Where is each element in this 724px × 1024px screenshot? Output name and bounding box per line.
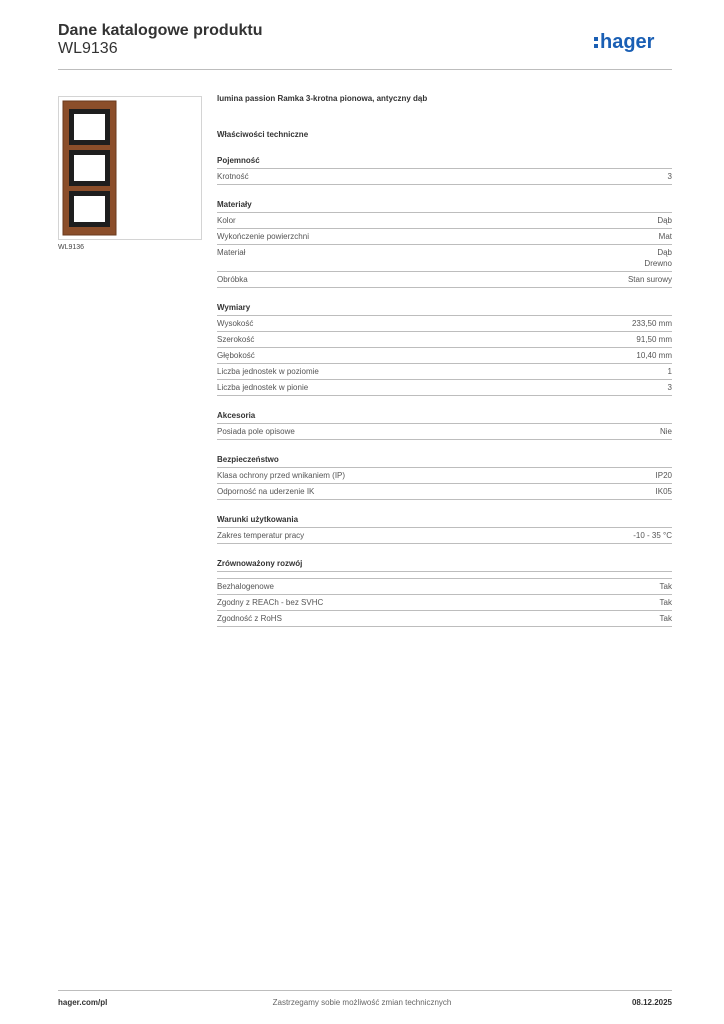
spec-value-line: Tak bbox=[659, 614, 672, 623]
hager-logo bbox=[594, 30, 674, 54]
spec-value bbox=[660, 613, 672, 624]
spec-label: Wysokość bbox=[217, 319, 254, 328]
spec-row bbox=[217, 332, 672, 348]
spec-value-line: Dąb bbox=[657, 248, 672, 257]
spec-value bbox=[660, 597, 672, 608]
logo-dot-bottom bbox=[594, 44, 598, 48]
spec-value bbox=[632, 318, 672, 329]
spec-value bbox=[633, 530, 672, 541]
spec-row bbox=[217, 348, 672, 364]
spec-value-line: Tak bbox=[659, 598, 672, 607]
spec-label: Zgodny z REACh - bez SVHC bbox=[217, 598, 324, 607]
section-title: Bezpieczeństwo bbox=[217, 454, 672, 468]
spec-value-line: -10 - 35 °C bbox=[633, 531, 672, 540]
spec-label: Materiał bbox=[217, 248, 246, 257]
spec-value-line: Stan surowy bbox=[627, 275, 672, 284]
spec-value bbox=[636, 350, 672, 361]
frame-module-2 bbox=[69, 150, 110, 186]
spec-row bbox=[217, 484, 672, 500]
spec-row bbox=[217, 169, 672, 185]
spec-label: Bezhalogenowe bbox=[217, 582, 274, 591]
spec-content bbox=[217, 93, 672, 627]
spec-value-line: Mat bbox=[658, 232, 672, 241]
spec-row bbox=[217, 272, 672, 288]
spec-value-line: 91,50 mm bbox=[636, 335, 672, 344]
spec-label: Zgodność z RoHS bbox=[217, 614, 282, 623]
spec-row bbox=[217, 424, 672, 440]
spec-value-line: 233,50 mm bbox=[631, 319, 672, 328]
header-divider bbox=[58, 69, 672, 70]
spec-row bbox=[217, 229, 672, 245]
spec-label: Klasa ochrony przed wnikaniem (IP) bbox=[217, 471, 346, 480]
spec-label: Odporność na uderzenie IK bbox=[217, 487, 315, 496]
spec-value-line: IK05 bbox=[655, 487, 672, 496]
spec-row bbox=[217, 316, 672, 332]
spec-value bbox=[657, 215, 672, 226]
spec-value bbox=[660, 426, 672, 437]
spec-value bbox=[668, 366, 672, 377]
spec-value bbox=[644, 247, 672, 269]
footer-disclaimer: Zastrzegamy sobie możliwość zmian technicznych bbox=[272, 998, 452, 1007]
spec-row bbox=[217, 579, 672, 595]
spec-label: Liczba jednostek w poziomie bbox=[217, 367, 319, 376]
spec-section bbox=[217, 155, 672, 185]
footer-date: 08.12.2025 bbox=[631, 998, 672, 1007]
spec-value-line: Tak bbox=[659, 582, 672, 591]
spec-value bbox=[660, 581, 672, 592]
spec-sections bbox=[217, 155, 672, 627]
spec-value bbox=[656, 470, 672, 481]
section-title: Materiały bbox=[217, 199, 672, 213]
section-title: Akcesoria bbox=[217, 410, 672, 424]
footer-website: hager.com/pl bbox=[58, 998, 108, 1007]
spec-value-line: Nie bbox=[659, 427, 672, 436]
image-caption: WL9136 bbox=[58, 244, 85, 251]
product-image bbox=[58, 96, 202, 240]
section-title: Pojemność bbox=[217, 155, 672, 169]
footer-divider bbox=[58, 990, 672, 991]
spec-value-line: IP20 bbox=[655, 471, 672, 480]
spec-row bbox=[217, 245, 672, 272]
spec-row bbox=[217, 611, 672, 627]
spec-value-line: 10,40 mm bbox=[636, 351, 672, 360]
spec-value bbox=[656, 486, 672, 497]
logo-dot-top bbox=[594, 37, 598, 41]
spec-value-line: Drewno bbox=[644, 259, 672, 268]
spec-row bbox=[217, 595, 672, 611]
frame-module-3 bbox=[69, 191, 110, 227]
spec-section bbox=[217, 199, 672, 288]
spec-row bbox=[217, 213, 672, 229]
spec-row bbox=[217, 364, 672, 380]
section-title: Zrównoważony rozwój bbox=[217, 558, 672, 572]
spec-section bbox=[217, 514, 672, 544]
spec-value-line: Dąb bbox=[657, 216, 672, 225]
spec-label: Głębokość bbox=[217, 351, 255, 360]
spec-value bbox=[628, 274, 672, 285]
spec-section bbox=[217, 558, 672, 627]
frame-module-1 bbox=[69, 109, 110, 145]
section-title: Wymiary bbox=[217, 302, 672, 316]
spec-label: Liczba jednostek w pionie bbox=[217, 383, 309, 392]
product-code: WL9136 bbox=[58, 40, 118, 57]
spec-label: Szerokość bbox=[217, 335, 255, 344]
frame-illustration bbox=[59, 97, 201, 239]
spec-row bbox=[217, 528, 672, 544]
spec-label: Zakres temperatur pracy bbox=[217, 531, 305, 540]
spec-value bbox=[668, 382, 672, 393]
logo-text: hager bbox=[600, 31, 655, 53]
spec-label: Obróbka bbox=[217, 275, 248, 284]
spec-label: Wykończenie powierzchni bbox=[217, 232, 309, 241]
spec-section bbox=[217, 410, 672, 440]
spec-label: Kolor bbox=[217, 216, 236, 225]
section-title: Warunki użytkowania bbox=[217, 514, 672, 528]
section-spacer bbox=[217, 572, 672, 579]
spec-label: Krotność bbox=[217, 172, 249, 181]
spec-value-line: 1 bbox=[667, 367, 672, 376]
spec-value-line: 3 bbox=[667, 383, 672, 392]
spec-label: Posiada pole opisowe bbox=[217, 427, 295, 436]
spec-value bbox=[668, 171, 672, 182]
spec-section bbox=[217, 302, 672, 396]
spec-section bbox=[217, 454, 672, 500]
page-title: Dane katalogowe produktu bbox=[58, 22, 263, 39]
spec-row bbox=[217, 468, 672, 484]
properties-heading: Właściwości techniczne bbox=[217, 130, 309, 139]
product-title: lumina passion Ramka 3-krotna pionowa, antyczny dąb bbox=[217, 94, 428, 103]
spec-row bbox=[217, 380, 672, 396]
spec-value bbox=[636, 334, 672, 345]
spec-value bbox=[659, 231, 672, 242]
spec-value-line: 3 bbox=[667, 172, 672, 181]
